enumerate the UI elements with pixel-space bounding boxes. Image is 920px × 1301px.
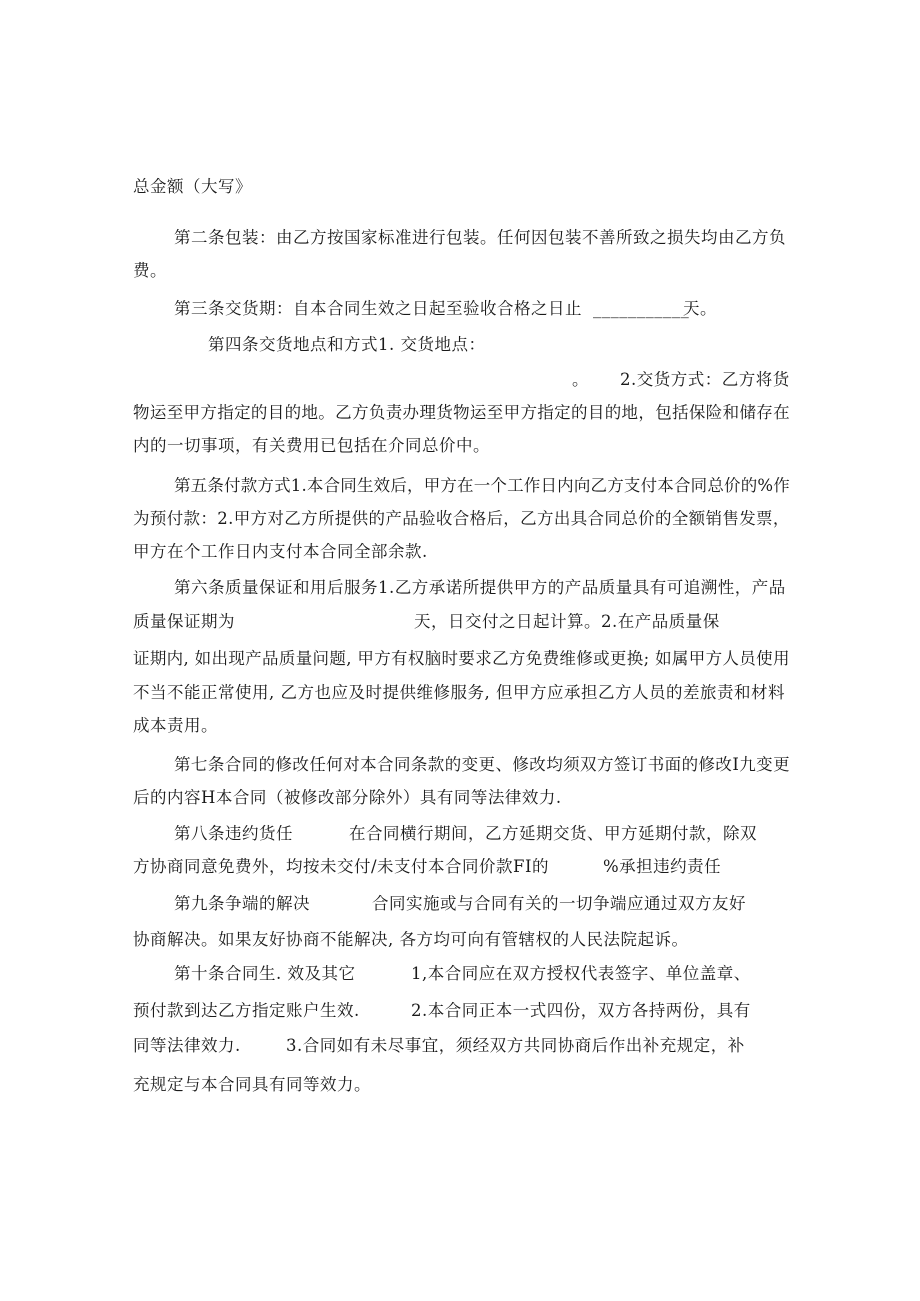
article-4-line-1: 第四条交货地点和方式1. 交货地点： — [208, 335, 486, 354]
article-6-line-4: 不当不能正常使用, 乙方也应及时提供维修服务, 但甲方应承担乙方人员的差旅责和材料 — [133, 683, 785, 702]
article-4-line-4: 内的一切事项，有关费用已包括在介同总价中。 — [133, 436, 490, 455]
article-5-line-2: 为预付款：2.甲方对乙方所提供的产品验收合格后，乙方出具合同总价的全额销售发票， — [133, 509, 790, 528]
article-4-line-2: 2.交货方式：乙方将货 — [620, 370, 790, 389]
article-6-line-3: 证期内, 如出现产品质量问题, 甲方有权脑时要求乙方免费维修或更换; 如属甲方人员使用 — [133, 649, 790, 668]
article-3-text: 第三条交货期：自本合同生效之日起至验收合格之日止 — [174, 299, 582, 318]
article-10-line-1a: 第十条合同生. 效及其它 — [174, 964, 356, 983]
article-10-line-3b: 3.合同如有未尽事宜，须经双方共同协商后作出补充规定，补 — [286, 1036, 745, 1055]
article-8-line-1a: 第八条违约货任 — [174, 824, 293, 843]
article-4-line-3: 物运至甲方指定的目的地。乙方负责办理货物运至甲方指定的目的地，包括保险和储存在 — [133, 403, 790, 422]
delivery-place-period: 。 — [572, 370, 589, 389]
total-amount-label: 总金额（大写》 — [133, 177, 252, 196]
article-7-line-1: 第七条合同的修改任何对本合同条款的变更、修改均须双方签订书面的修改I九变更 — [174, 755, 791, 774]
article-3-unit: 天。 — [683, 299, 717, 318]
article-6-line-2b: 天，日交付之日起计算。2.在产品质量保 — [414, 612, 720, 631]
article-6-line-5: 成本责用。 — [133, 716, 218, 735]
article-2-line-2: 费。 — [133, 261, 167, 280]
article-8-line-1b: 在合同横行期间，乙方延期交货、甲方延期付款，除双 — [349, 824, 757, 843]
delivery-days-blank: ___________ — [593, 299, 690, 318]
article-10-line-1b: 1,本合同应在双方授权代表签字、单位盖章、 — [411, 964, 751, 983]
article-9-line-2: 协商解决。如果友好协商不能解决, 各方均可向有管辖权的人民法院起诉。 — [133, 930, 689, 949]
article-7-line-2: 后的内容H本合同（被修改部分除外）具有同等法律效力. — [133, 788, 562, 807]
article-10-line-3a: 同等法律效力. — [133, 1036, 241, 1055]
article-8-line-2a: 方协商同意免费外，均按未交付/未支付本合同价款FI的 — [133, 857, 550, 876]
article-10-line-4: 充规定与本合同具有同等效力。 — [133, 1075, 371, 1094]
article-9-line-1b: 合同实施或与合同有关的一切争端应通过双方友好 — [372, 894, 746, 913]
article-10-line-2b: 2.本合同正本一式四份，双方各持两份，具有 — [411, 1001, 751, 1020]
article-2-line-1: 第二条包装：由乙方按国家标准进行包装。任何因包装不善所致之损失均由乙方负 — [174, 228, 786, 247]
article-10-line-2a: 预付款到达乙方指定账户生效. — [133, 1001, 360, 1020]
article-5-line-3: 甲方在个工作日内支付本合同全部余款. — [133, 542, 428, 561]
article-8-line-2b: %承担违约责任 — [603, 857, 722, 876]
article-6-line-1: 第六条质量保证和用后服务1.乙方承诺所提供甲方的产品质量具有可追溯性，产品 — [174, 578, 786, 597]
article-9-line-1a: 第九条争端的解决 — [174, 894, 310, 913]
article-6-line-2a: 质量保证期为 — [133, 612, 235, 631]
article-5-line-1: 第五条付款方式1.本合同生效后，甲方在一个工作日内向乙方支付本合同总价的%作 — [174, 476, 790, 495]
